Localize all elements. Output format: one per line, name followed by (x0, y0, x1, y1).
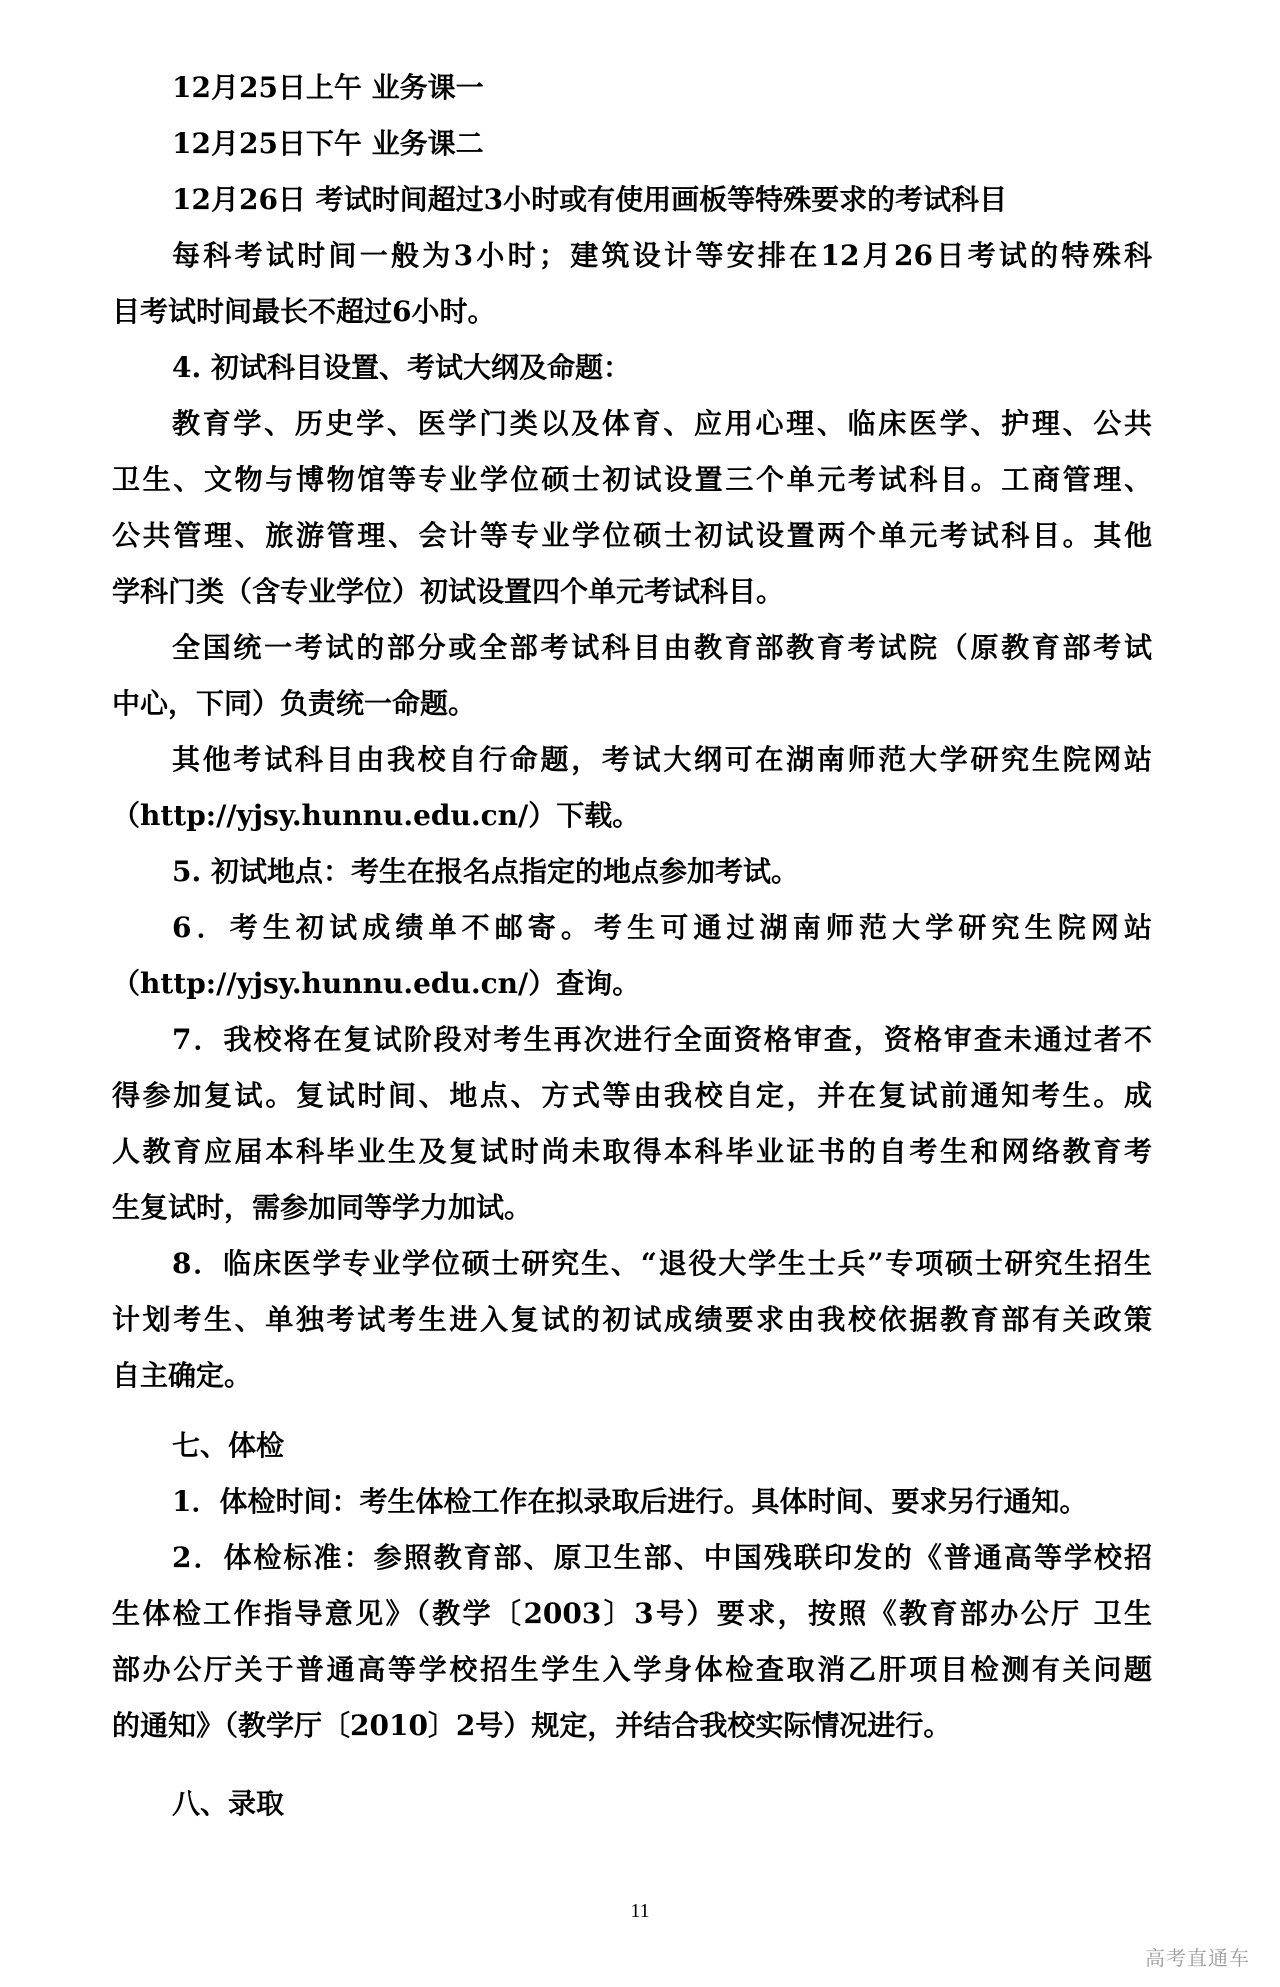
schedule-line-3: 12月26日 考试时间超过3小时或有使用画板等特殊要求的考试科目 (172, 183, 1008, 216)
paragraph-line: 计划考生、单独考试考生进入复试的初试成绩要求由我校依据教育部有关政策 (112, 1303, 1152, 1336)
physical-exam-item-1: 1．体检时间：考生体检工作在拟录取后进行。具体时间、要求另行通知。 (172, 1485, 1088, 1518)
paragraph-line: 其他考试科目由我校自行命题，考试大纲可在湖南师范大学研究生院网站 (172, 743, 1152, 776)
section-heading-admission: 八、录取 (172, 1787, 285, 1820)
paragraph-line: 全国统一考试的部分或全部考试科目由教育部教育考试院（原教育部考试 (172, 631, 1152, 664)
paragraph-line: 公共管理、旅游管理、会计等专业学位硕士初试设置两个单元考试科目。其他 (112, 519, 1152, 552)
paragraph-line: 得参加复试。复试时间、地点、方式等由我校自定，并在复试前通知考生。成 (112, 1079, 1152, 1112)
watermark: 高考直通车 (1145, 1946, 1250, 1970)
section-item-5: 5. 初试地点：考生在报名点指定的地点参加考试。 (172, 855, 799, 888)
paragraph-line: 每科考试时间一般为3小时；建筑设计等安排在12月26日考试的特殊科 (172, 239, 1152, 272)
paragraph-line: 人教育应届本科毕业生及复试时尚未取得本科毕业证书的自考生和网络教育考 (112, 1135, 1152, 1168)
paragraph-line: 生复试时，需参加同等学力加试。 (112, 1191, 533, 1224)
paragraph-line: 生体检工作指导意见》（教学〔2003〕3号）要求，按照《教育部办公厅 卫生 (112, 1597, 1152, 1630)
physical-exam-item-2: 2．体检标准：参照教育部、原卫生部、中国残联印发的《普通高等学校招 (172, 1541, 1152, 1574)
schedule-line-1: 12月25日上午 业务课一 (172, 71, 484, 104)
paragraph-line: 目考试时间最长不超过6小时。 (112, 295, 496, 328)
paragraph-line: 学科门类（含专业学位）初试设置四个单元考试科目。 (112, 575, 785, 608)
paragraph-line: 自主确定。 (112, 1359, 253, 1392)
paragraph-line: （http://yjsy.hunnu.edu.cn/）查询。 (112, 967, 641, 1000)
paragraph-line: 的通知》（教学厅〔2010〕2号）规定，并结合我校实际情况进行。 (112, 1709, 952, 1742)
paragraph-line: 卫生、文物与博物馆等专业学位硕士初试设置三个单元考试科目。工商管理、 (112, 463, 1152, 496)
section-item-6: 6．考生初试成绩单不邮寄。考生可通过湖南师范大学研究生院网站 (172, 911, 1152, 944)
section-heading-physical-exam: 七、体检 (172, 1429, 285, 1462)
paragraph-line: 部办公厅关于普通高等学校招生学生入学身体检查取消乙肝项目检测有关问题 (112, 1653, 1152, 1686)
paragraph-line: 中心，下同）负责统一命题。 (112, 687, 477, 720)
section-item-8: 8．临床医学专业学位硕士研究生、“退役大学生士兵”专项硕士研究生招生 (172, 1247, 1152, 1280)
section-item-7: 7．我校将在复试阶段对考生再次进行全面资格审查，资格审查未通过者不 (172, 1023, 1152, 1056)
paragraph-line: （http://yjsy.hunnu.edu.cn/）下载。 (112, 799, 641, 832)
document-body (112, 60, 1152, 1832)
page-number: 11 (630, 1900, 650, 1922)
schedule-line-2: 12月25日下午 业务课二 (172, 127, 484, 160)
section-item-4-heading: 4. 初试科目设置、考试大纲及命题： (172, 351, 631, 384)
paragraph-line: 教育学、历史学、医学门类以及体育、应用心理、临床医学、护理、公共 (172, 407, 1152, 440)
